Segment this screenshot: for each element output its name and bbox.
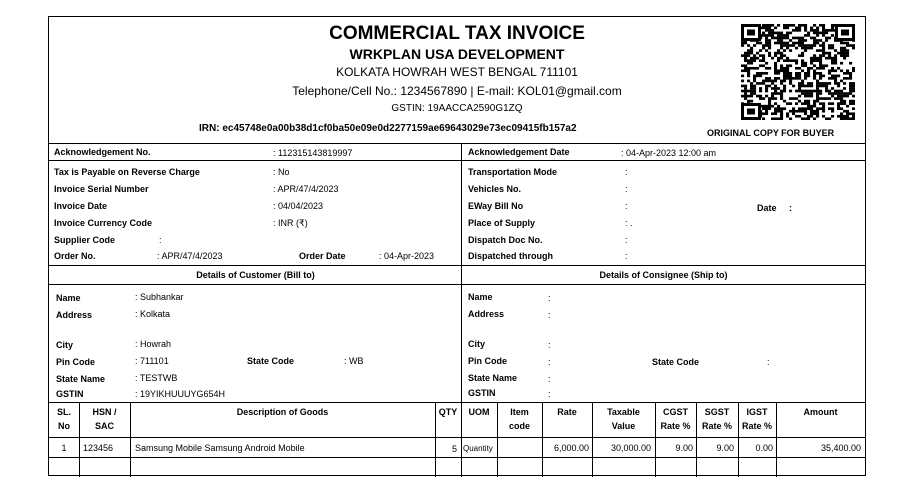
reverse-charge-label: Tax is Payable on Reverse Charge xyxy=(54,167,200,177)
customer-city-value: : Howrah xyxy=(135,339,172,349)
row-qty: 5 xyxy=(451,444,457,454)
col-igst-2: Rate % xyxy=(741,421,772,431)
row-hsn: 123456 xyxy=(83,443,114,453)
customer-address-value: : Kolkata xyxy=(135,309,171,319)
row-sgst: 9.00 xyxy=(716,443,734,453)
col-hsn-1: HSN / xyxy=(92,407,117,417)
col-amount: Amount xyxy=(803,407,838,417)
customer-state-code-value: : WB xyxy=(344,356,364,366)
consignee-pin-value: : xyxy=(548,357,551,367)
eway-bill-value: : xyxy=(625,201,628,211)
order-date-value: : 04-Apr-2023 xyxy=(379,251,435,261)
consignee-state-code-value: : xyxy=(767,357,770,367)
col-rate: Rate xyxy=(557,407,577,417)
consignee-city-label: City xyxy=(468,339,486,349)
consignee-state-code-label: State Code xyxy=(652,357,700,367)
customer-gstin-label: GSTIN xyxy=(56,389,84,399)
dispatched-through-label: Dispatched through xyxy=(468,251,553,261)
company-gstin: GSTIN: 19AACCA2590G1ZQ xyxy=(391,103,523,114)
consignee-pin-label: Pin Code xyxy=(468,356,508,366)
dispatched-through-value: : xyxy=(625,251,628,261)
ack-no-value: : 112315143819997 xyxy=(273,148,353,158)
col-igst-1: IGST xyxy=(746,407,768,417)
invoice-date-value: : 04/04/2023 xyxy=(273,201,324,211)
dispatch-doc-label: Dispatch Doc No. xyxy=(468,235,543,245)
company-name: WRKPLAN USA DEVELOPMENT xyxy=(349,46,565,62)
col-hsn-2: SAC xyxy=(94,421,114,431)
qr-code-icon xyxy=(741,24,855,120)
customer-name-value: : Subhankar xyxy=(135,292,184,302)
extra-date-label: Date xyxy=(757,203,777,213)
vehicle-no-value: : xyxy=(625,184,628,194)
col-taxable-2: Value xyxy=(611,421,636,431)
ack-date-value: : 04-Apr-2023 12:00 am xyxy=(621,148,717,158)
customer-name-label: Name xyxy=(56,293,81,303)
row-igst: 0.00 xyxy=(755,443,773,453)
row-cgst: 9.00 xyxy=(675,443,693,453)
consignee-gstin-value: : xyxy=(548,389,551,399)
transport-mode-value: : xyxy=(625,167,628,177)
order-no-label: Order No. xyxy=(54,251,96,261)
customer-state-name-label: State Name xyxy=(56,374,106,384)
vehicle-no-label: Vehicles No. xyxy=(468,184,522,194)
col-cgst-1: CGST xyxy=(662,407,688,417)
currency-code-value: : INR (₹) xyxy=(273,218,308,228)
currency-code-label: Invoice Currency Code xyxy=(54,218,153,228)
col-qty: QTY xyxy=(438,407,458,417)
consignee-state-name-label: State Name xyxy=(468,373,518,383)
customer-pin-value: : 711101 xyxy=(135,356,169,366)
invoice-serial-label: Invoice Serial Number xyxy=(54,184,149,194)
company-address: KOLKATA HOWRAH WEST BENGAL 711101 xyxy=(336,65,578,79)
consignee-heading: Details of Consignee (Ship to) xyxy=(599,270,728,280)
order-no-value: : APR/47/4/2023 xyxy=(157,251,223,261)
col-description: Description of Goods xyxy=(236,407,329,417)
col-uom: UOM xyxy=(468,407,490,417)
consignee-name-label: Name xyxy=(468,292,493,302)
ack-no-label: Acknowledgement No. xyxy=(54,147,151,157)
customer-heading: Details of Customer (Bill to) xyxy=(196,270,315,280)
row-rate: 6,000.00 xyxy=(553,443,589,453)
consignee-name-value: : xyxy=(548,293,551,303)
customer-gstin-value: : 19YIKHUUUYG654H xyxy=(135,389,226,399)
irn-number: IRN: ec45748e0a00b38d1cf0ba50e09e0d2277159ae69643029e73ec09415fb157a2 xyxy=(199,123,577,134)
transport-mode-label: Transportation Mode xyxy=(468,167,558,177)
consignee-address-value: : xyxy=(548,310,551,320)
col-sl-2: No xyxy=(58,421,70,431)
customer-state-code-label: State Code xyxy=(247,356,295,366)
customer-address-label: Address xyxy=(56,310,93,320)
customer-city-label: City xyxy=(56,340,74,350)
extra-date-value: : xyxy=(789,203,792,213)
copy-label: ORIGINAL COPY FOR BUYER xyxy=(707,128,835,138)
col-taxable-1: Taxable xyxy=(607,407,640,417)
invoice-header xyxy=(49,17,865,144)
supplier-code-value: : xyxy=(159,235,162,245)
eway-bill-label: EWay Bill No xyxy=(468,201,524,211)
col-cgst-2: Rate % xyxy=(660,421,691,431)
invoice-sheet xyxy=(48,16,866,476)
consignee-state-name-value: : xyxy=(548,374,551,384)
order-date-label: Order Date xyxy=(299,251,346,261)
row-taxable: 30,000.00 xyxy=(610,443,651,453)
col-item-2: code xyxy=(508,421,530,431)
invoice-serial-value: : APR/47/4/2023 xyxy=(273,184,339,194)
invoice-title: COMMERCIAL TAX INVOICE xyxy=(329,23,585,44)
consignee-gstin-label: GSTIN xyxy=(468,388,496,398)
consignee-address-label: Address xyxy=(468,309,505,319)
supplier-code-label: Supplier Code xyxy=(54,235,116,245)
reverse-charge-value: : No xyxy=(273,167,290,177)
customer-state-name-value: : TESTWB xyxy=(135,373,178,383)
place-of-supply-label: Place of Supply xyxy=(468,218,536,228)
company-contact: Telephone/Cell No.: 1234567890 | E-mail: KOL01@gmail.com xyxy=(292,84,622,98)
col-item-1: Item xyxy=(510,407,529,417)
col-sl-1: SL. xyxy=(56,407,71,417)
invoice-date-label: Invoice Date xyxy=(54,201,108,211)
place-of-supply-value: : . xyxy=(625,218,633,228)
dispatch-doc-value: : xyxy=(625,235,628,245)
ack-date-label: Acknowledgement Date xyxy=(468,147,570,157)
col-sgst-1: SGST xyxy=(704,407,730,417)
customer-pin-label: Pin Code xyxy=(56,357,96,367)
row-amount: 35,400.00 xyxy=(820,443,861,453)
row-sl: 1 xyxy=(61,443,67,453)
row-description: Samsung Mobile Samsung Android Mobile xyxy=(135,443,305,453)
col-sgst-2: Rate % xyxy=(701,421,732,431)
consignee-city-value: : xyxy=(548,340,551,350)
row-uom: Quantity xyxy=(463,444,493,453)
